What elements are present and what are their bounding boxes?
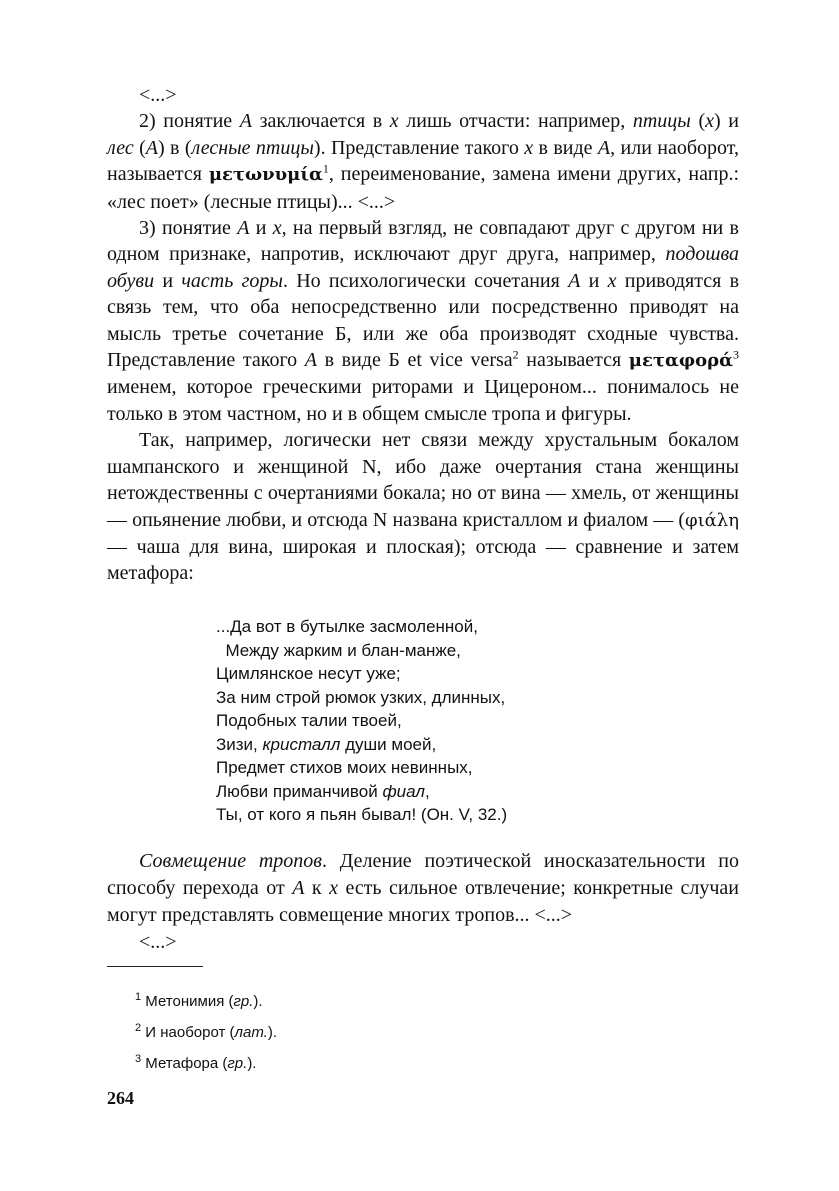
footnote-ref-2[interactable]: 2 bbox=[512, 347, 519, 362]
footnotes bbox=[135, 993, 277, 1086]
section-combining-tropes bbox=[107, 848, 739, 956]
poem-line: Зизи, кристалл души моей, bbox=[216, 734, 437, 754]
greek-term-metonymy: μετωνυμία bbox=[208, 164, 323, 186]
poem-line: За ним строй рюмок узких, длинных, bbox=[216, 687, 506, 707]
greek-term-metaphor: μεταφορά bbox=[628, 350, 733, 372]
poem-line: Предмет стихов моих невинных, bbox=[216, 758, 473, 777]
poem-line: Ты, от кого я пьян бывал! (Он. V, 32.) bbox=[216, 805, 508, 824]
poem-line: Любви приманчивой фиал, bbox=[216, 781, 430, 801]
open-ellipsis: <...> bbox=[139, 84, 177, 106]
paragraph-2: 2) понятие А заключается в х лишь отчасти: например, птицы (х) и лес (А) в (лесные птицы). Представление такого х в виде А, или наоборот, называется μετωνυμία$^1$, переименование, замена имени других, напр.: «лес поет» (лесные птицы)... <...> bbox=[107, 110, 740, 213]
poem-quote bbox=[216, 615, 507, 827]
page-number: 264 bbox=[107, 1088, 134, 1108]
greek-term-phiale: φιάλη bbox=[684, 509, 739, 531]
main-text bbox=[107, 82, 739, 587]
poem-line: Между жарким и блан-манже, bbox=[216, 640, 461, 660]
paragraph-3: 3) понятие А и х, на первый взгляд, не совпадают друг с другом ни в одном признаке, напротив, исключают друг друга, например, подошва обуви и часть горы. Но психологически сочетания А и х приводятся в связь тем, что оба непосредственно или посредственно приводят на мысль третье сочетание Б, или же оба производят сходные чувства. Представление такого А в виде Б et vice versa$^2$ называется μεταφορά$^3$ именем, которое греческими риторами и Цицероном... понималось не только в этом частном, но и в общем смысле тропа и фигуры. bbox=[107, 217, 740, 425]
poem-line: Цимлянское несут уже; bbox=[216, 664, 401, 683]
footnote-3: $^3$ Метафора (гр.). bbox=[135, 1053, 257, 1072]
section-paragraph: Совмещение тропов. Деление поэтической иносказательности по способу перехода от А к х есть сильное отвлечение; конкретные случаи могут представлять совмещение многих тропов... <...> bbox=[107, 850, 739, 926]
poem-line: Подобных талии твоей, bbox=[216, 711, 402, 730]
footnote-2: $^2$ И наоборот (лат.). bbox=[135, 1022, 278, 1041]
footnote-1: $^1$ Метонимия (гр.). bbox=[135, 991, 263, 1010]
poem-line: ...Да вот в бутылке засмоленной, bbox=[216, 617, 478, 636]
footnote-ref-3[interactable]: 3 bbox=[733, 347, 739, 362]
paragraph-4: Так, например, логически нет связи между хрустальным бокалом шампанского и женщиной N, ибо даже очертания стана женщины нетождественны с очертаниями бокала; но от вина — хмель, от женщины — опьянение любви, и отсюда N названа кристаллом и фиалом — (φιάλη — чаша для вина, широкая и плоская); отсюда — сравнение и затем метафора: bbox=[107, 429, 739, 585]
footnote-divider bbox=[107, 966, 203, 967]
close-ellipsis: <...> bbox=[139, 931, 177, 953]
section-title: Совмещение тропов bbox=[139, 850, 322, 872]
footnote-ref-1[interactable]: 1 bbox=[322, 161, 329, 176]
